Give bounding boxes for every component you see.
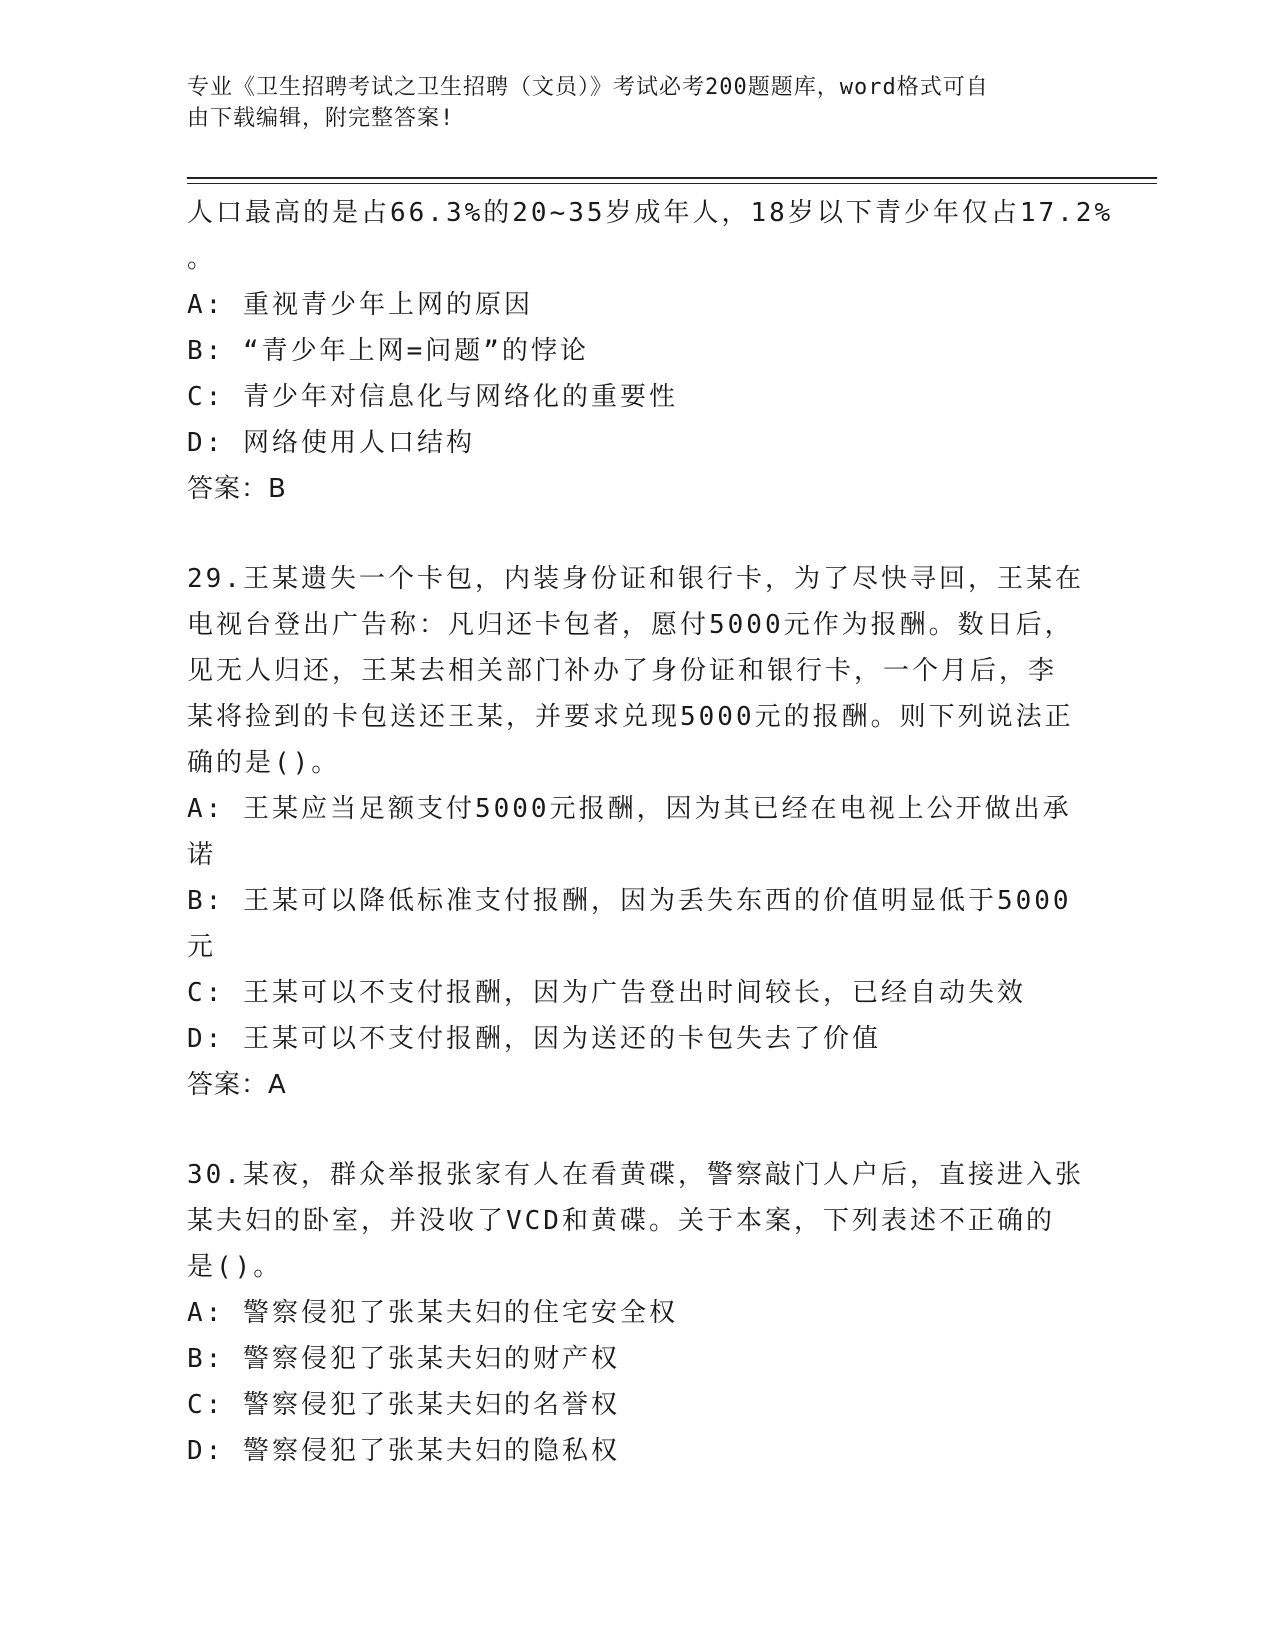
question-stem-line: 30.某夜，群众举报张家有人在看黄碟，警察敲门人户后，直接进入张	[187, 1160, 1084, 1190]
header-line-1: 专业《卫生招聘考试之卫生招聘（文员）》考试必考200题题库，word格式可自	[187, 75, 989, 100]
header-rule-thick	[187, 177, 1157, 179]
question-stem-line: 电视台登出广告称：凡归还卡包者，愿付5000元作为报酬。数日后，	[187, 610, 1074, 640]
question-29	[187, 556, 1087, 1108]
question-28	[187, 190, 1114, 512]
option-c: C: 警察侵犯了张某夫妇的名誉权	[187, 1390, 620, 1420]
answer-label: 答案：B	[187, 474, 287, 504]
option-a: A: 重视青少年上网的原因	[187, 290, 533, 320]
question-stem-line: 29.王某遗失一个卡包，内装身份证和银行卡，为了尽快寻回，王某在	[187, 564, 1084, 594]
option-c: C: 青少年对信息化与网络化的重要性	[187, 382, 678, 412]
document-body	[187, 190, 1114, 1474]
option-a: A: 王某应当足额支付5000元报酬，因为其已经在电视上公开做出承	[187, 794, 1072, 824]
question-30	[187, 1152, 1087, 1474]
option-a-continued: 诺	[187, 840, 217, 870]
option-b: B: “青少年上网=问题”的悖论	[187, 336, 589, 366]
document-page	[187, 0, 1157, 1650]
question-stem-line: 是()。	[187, 1252, 283, 1282]
question-stem-line: 某夫妇的卧室，并没收了VCD和黄碟。关于本案，下列表述不正确的	[187, 1206, 1055, 1236]
question-stem-line: 见无人归还，王某去相关部门补办了身份证和银行卡，一个月后，李	[187, 656, 1058, 686]
option-b: B: 王某可以降低标准支付报酬，因为丢失东西的价值明显低于5000	[187, 886, 1072, 916]
header-rule-thin	[187, 183, 1157, 184]
option-d: D: 警察侵犯了张某夫妇的隐私权	[187, 1436, 620, 1466]
question-stem-line: 确的是()。	[187, 748, 341, 778]
question-spacer	[187, 1108, 1087, 1152]
document-header	[187, 72, 1047, 134]
question-stem-line: 。	[187, 244, 217, 274]
option-d: D: 网络使用人口结构	[187, 428, 475, 458]
option-b: B: 警察侵犯了张某夫妇的财产权	[187, 1344, 620, 1374]
question-spacer	[187, 512, 1087, 556]
question-stem-line: 某将捡到的卡包送还王某，并要求兑现5000元的报酬。则下列说法正	[187, 702, 1074, 732]
option-a: A: 警察侵犯了张某夫妇的住宅安全权	[187, 1298, 678, 1328]
option-c: C: 王某可以不支付报酬，因为广告登出时间较长，已经自动失效	[187, 978, 1026, 1008]
question-stem-line: 人口最高的是占66.3%的20~35岁成年人，18岁以下青少年仅占17.2%	[187, 198, 1114, 228]
header-line-2: 由下载编辑，附完整答案!	[187, 106, 455, 131]
answer-label: 答案：A	[187, 1070, 287, 1100]
option-d: D: 王某可以不支付报酬，因为送还的卡包失去了价值	[187, 1024, 881, 1054]
option-b-continued: 元	[187, 932, 217, 962]
